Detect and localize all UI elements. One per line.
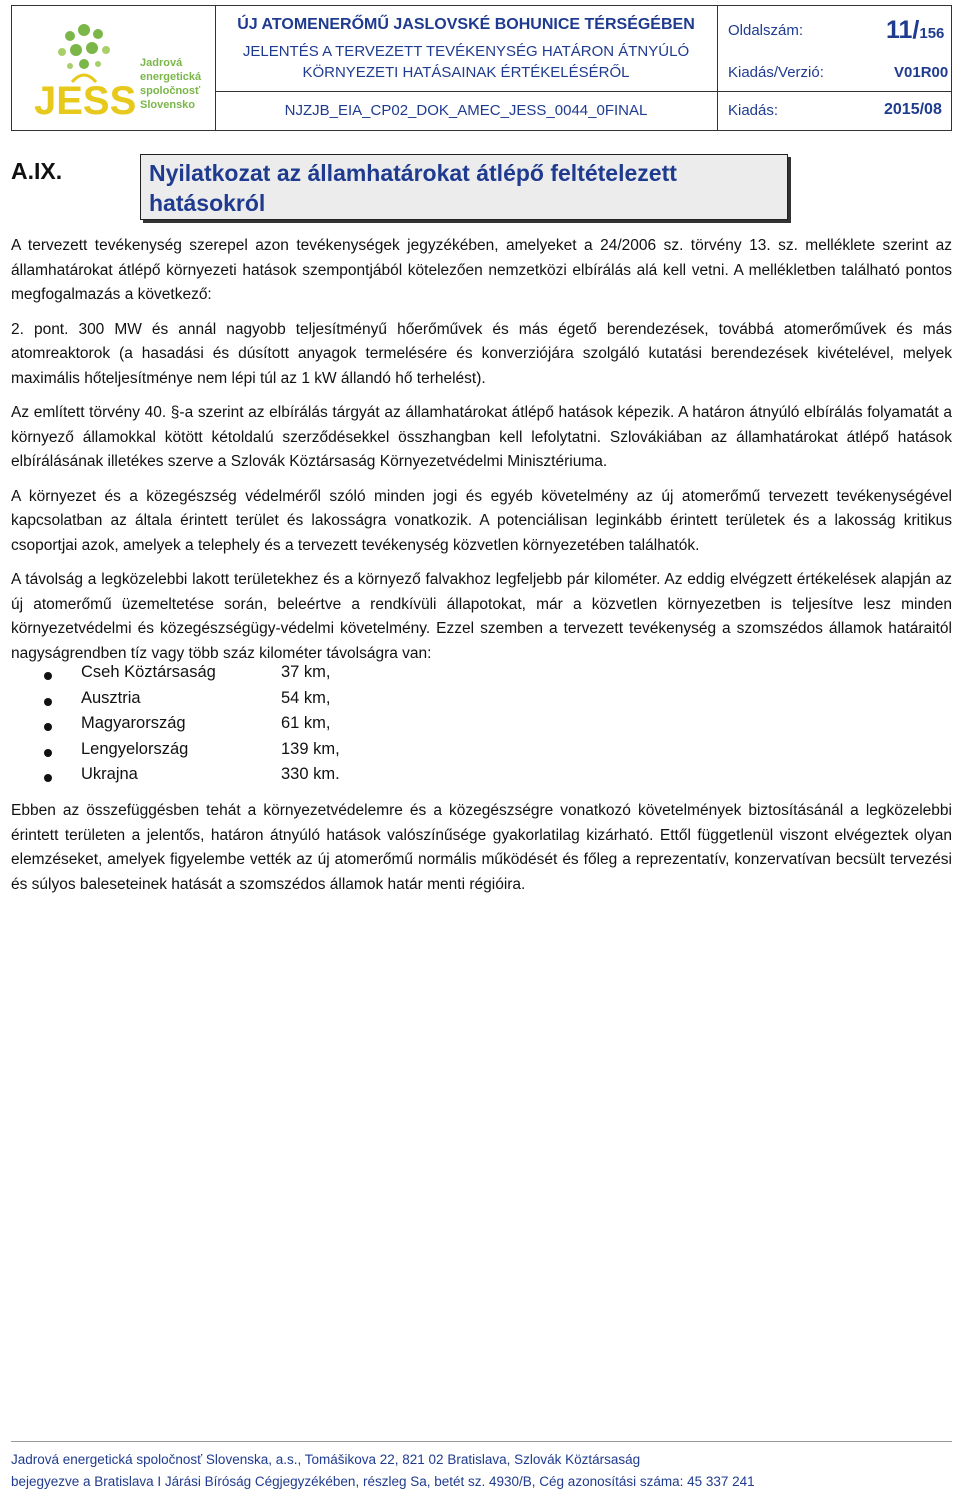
page-number-label: Oldalszám: (728, 22, 804, 39)
footer-line-2: bejegyezve a Bratislava I Járási Bíróság Cégjegyzékében, részleg Sa, betét sz. 4930/B, Cég azonosítási száma: 45 337 241 (11, 1474, 755, 1489)
logo-tagline-2: energetická (140, 71, 202, 83)
country-name: Ukrajna (81, 765, 138, 783)
document-footer (11, 1449, 952, 1493)
version-label: Kiadás/Verzió: (728, 64, 824, 81)
country-distance: 139 km, (281, 739, 340, 758)
issue-cell (718, 92, 951, 130)
body-text-upper (11, 234, 952, 676)
header-title-line-2: JELENTÉS A TERVEZETT TEVÉKENYSÉG HATÁRON ÁTNYÚLÓ (242, 43, 690, 60)
document-header (11, 5, 952, 131)
bullet-icon (44, 723, 52, 731)
country-distance: 37 km, (281, 663, 331, 681)
logo-tagline-1: Jadrová (140, 57, 183, 69)
section-title-box (140, 154, 788, 220)
logo-tagline-4: Slovensko (140, 99, 196, 111)
header-meta-cell (718, 6, 951, 92)
country-name: Magyarország (81, 714, 186, 732)
doc-code-cell (215, 92, 718, 130)
body-text-lower (11, 799, 952, 907)
logo-wordmark: JESS (34, 79, 137, 123)
document-code: NJZJB_EIA_CP02_DOK_AMEC_JESS_0044_0FINAL (284, 102, 648, 119)
page-number (886, 16, 944, 45)
issue-label: Kiadás: (728, 102, 779, 119)
paragraph-1: A tervezett tevékenység szerepel azon tevékenységek jegyzékében, amelyeket a 24/2006 sz. törvény 13. sz. melléklete szerint az államhatárokat átlépő környezeti hatások szempontjából kötelezően nemzetközi elbírálás alá kell vetni. A mellékletben található pontos megfogalmazás a következő: (11, 237, 952, 303)
logo-cell (12, 6, 216, 130)
footer-line-1: Jadrová energetická spoločnosť Slovenska, a.s., Tomášikova 22, 821 02 Bratislava, Szlovák Köztársaság (11, 1452, 641, 1467)
country-distance: 54 km, (281, 688, 331, 707)
list-item (11, 663, 611, 689)
page-number-total: 156 (919, 25, 945, 42)
header-title-cell (215, 6, 718, 92)
paragraph-6: Ebben az összefüggésben tehát a környezetvédelemre és a közegészségre vonatkozó követelmények biztosításánál a legközelebbi érintett területen a jelentős, határon átnyúló hatások valószínűsége gyakorlatilag kizárható. Ettől függetlenül viszont elvégeztek olyan elemzéseket, amelyek figyelembe vették az új atomerőmű normális működését és főleg a reprezentatív, konzervatívan becsült tervezési és súlyos baleseteinek hatását a szomszédos államok határ menti régióira. (11, 802, 952, 893)
logo-tagline-3: spoločnosť (140, 85, 201, 97)
bullet-icon (44, 698, 52, 706)
issue-value: 2015/08 (884, 101, 942, 118)
bullet-icon (44, 672, 52, 680)
page-number-current: 11/ (886, 16, 920, 44)
section-title: Nyilatkozat az államhatárokat átlépő feltételezett hatásokról (149, 160, 677, 216)
header-title-line-1: ÚJ ATOMENERŐMŰ JASLOVSKÉ BOHUNICE TÉRSÉGÉBEN (237, 16, 695, 33)
list-item (11, 740, 611, 766)
paragraph-4: A környezet és a közegészség védelméről szóló minden jogi és egyéb követelmény az új atomerőmű tervezett tevékenységével kapcsolatban az általa érintett terület és lakosságra vonatkozik. A potenciálisan leginkább érintett területek és a lakosság kritikus csoportjai azok, amelyek a telephely és a tervezett tevékenység közvetlen környezetében találhatók. (11, 487, 952, 554)
logo-mark-icon (58, 24, 110, 82)
list-item (11, 765, 611, 791)
header-title-line-3: KÖRNYEZETI HATÁSAINAK ÉRTÉKELÉSÉRŐL (302, 64, 630, 81)
bullet-icon (44, 774, 52, 782)
bullet-icon (44, 749, 52, 757)
distance-list (11, 663, 611, 791)
paragraph-5: A távolság a legközelebbi lakott területekhez és a környező falvakhoz legfeljebb pár kilométer. Az eddig elvégzett értékelések alapján az új atomerőmű üzemeltetése során, beleértve a rendkívüli állapotokat, már a közvetlen környezetben is teljesítve lesz minden környezetvédelmi és közegészségügy-védelmi követelmény. Ezzel szemben a tervezett tevékenység a szomszédos államok határaitól nagyságrendben tíz vagy több száz kilométer távolságra van: (11, 571, 952, 662)
country-name: Ausztria (81, 688, 141, 707)
version-value: V01R00 (894, 64, 949, 81)
section-number: A.IX. (11, 158, 63, 184)
country-name: Cseh Köztársaság (81, 663, 216, 681)
jess-logo (12, 6, 212, 130)
paragraph-3: Az említett törvény 40. §-a szerint az elbírálás tárgyát az államhatárokat átlépő hatások képezik. A határon átnyúló elbírálás folyamatát a környező államokkal kötött kétoldalú szerződésekkel összhangban kell lefolytatni. Szlovákiában az államhatárokat átlépő hatások elbírálásának illetékes szerve a Szlovák Köztársaság Környezetvédelmi Minisztériuma. (11, 404, 952, 470)
footer-divider (11, 1441, 952, 1442)
paragraph-2: 2. pont. 300 MW és annál nagyobb teljesítményű hőerőművek és más égető berendezések, továbbá atomerőművek és más atomreaktorok (a hasadási és dúsított anyagok termelésére és konverziójára szolgáló kutatási berendezések kivételével, melyek maximális hőteljesítménye nem lépi túl az 1 kW állandó hő terhelést). (11, 320, 952, 387)
list-item (11, 689, 611, 715)
country-name: Lengyelország (81, 739, 189, 758)
list-item (11, 714, 611, 740)
country-distance: 330 km. (281, 765, 340, 783)
country-distance: 61 km, (281, 714, 331, 732)
